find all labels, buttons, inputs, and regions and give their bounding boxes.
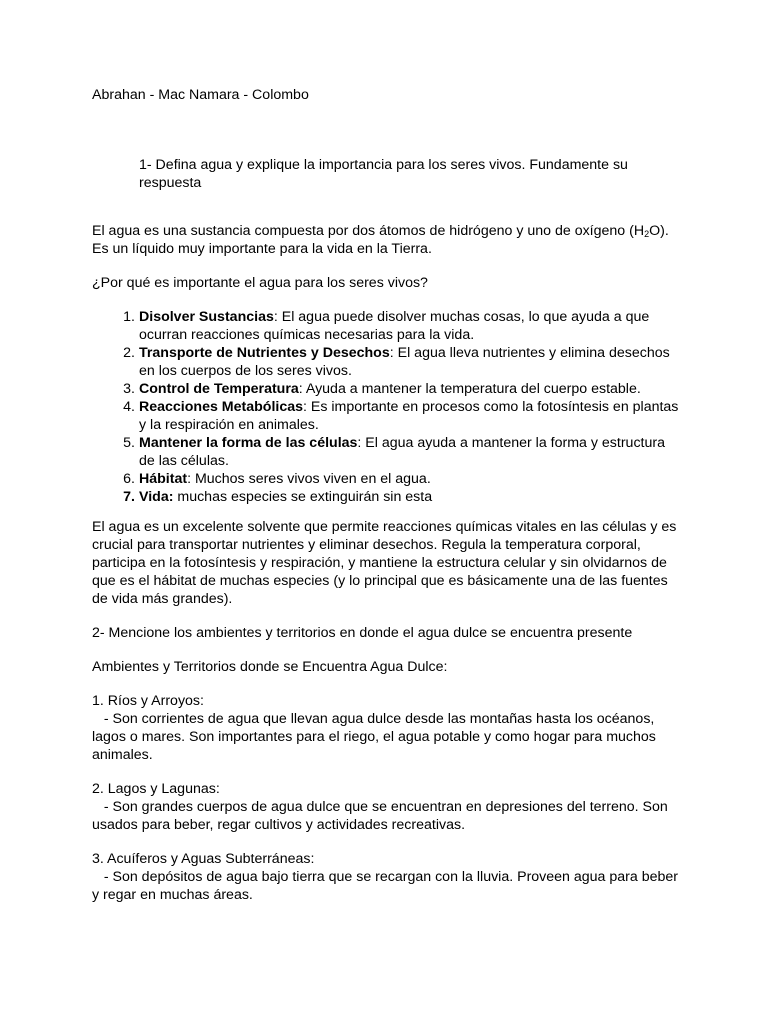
environment-description: - Son corrientes de agua que llevan agua dulce desde las montañas hasta los océanos, lagos o mares. Son importantes para el riego, el agua potable y como hogar para muchos animales. bbox=[92, 711, 660, 763]
list-number: 6. bbox=[123, 471, 135, 487]
question-1: 1- Defina agua y explique la importancia para los seres vivos. Fundamente su respuesta bbox=[139, 157, 628, 191]
environment-description: - Son grandes cuerpos de agua dulce que se encuentran en depresiones del terreno. Son usados para beber, regar cultivos y actividades recreativas. bbox=[92, 799, 672, 833]
list-item-title: Hábitat bbox=[139, 471, 188, 487]
benefits-list bbox=[92, 308, 682, 506]
list-number: 4. bbox=[123, 399, 135, 415]
list-item-title: Disolver Sustancias bbox=[139, 309, 274, 325]
list-number: 1. bbox=[123, 309, 135, 325]
list-number: 2. bbox=[123, 345, 135, 361]
list-item-text: : El agua lleva nutrientes y elimina desechos en los cuerpos de los seres vivos. bbox=[139, 345, 670, 379]
list-item bbox=[123, 434, 682, 470]
list-item-title: Transporte de Nutrientes y Desechos bbox=[139, 345, 390, 361]
list-number: 3. bbox=[123, 381, 135, 397]
list-item bbox=[123, 344, 682, 380]
environment-title: 3. Acuíferos y Aguas Subterráneas: bbox=[92, 851, 315, 867]
environment-title: 1. Ríos y Arroyos: bbox=[92, 693, 204, 709]
list-number: 7. bbox=[123, 489, 135, 505]
question-2: 2- Mencione los ambientes y territorios en donde el agua dulce se encuentra presente bbox=[92, 625, 633, 641]
list-item-text: : Ayuda a mantener la temperatura del cuerpo estable. bbox=[298, 381, 641, 397]
environment-lakes bbox=[92, 780, 682, 834]
environment-aquifers bbox=[92, 850, 682, 904]
list-item bbox=[123, 488, 682, 506]
list-item-title: Mantener la forma de las células bbox=[139, 435, 358, 451]
water-definition bbox=[92, 222, 682, 258]
list-item bbox=[123, 380, 682, 398]
list-item bbox=[123, 308, 682, 344]
list-item bbox=[123, 398, 682, 434]
summary-paragraph: El agua es un excelente solvente que permite reacciones químicas vitales en las células y es crucial para transportar nutrientes y eliminar desechos. Regula la temperatura corporal, participa en la fotosíntesis y respiración, y mantiene la estructura celular y sin olvidarnos de que es el hábitat de muchas especies (y lo principal que es básicamente una de las fuentes de vida más grandes). bbox=[92, 519, 677, 607]
list-item-text: muchas especies se extinguirán sin esta bbox=[173, 489, 433, 505]
list-number: 5. bbox=[123, 435, 135, 451]
list-item-title: Reacciones Metabólicas bbox=[139, 399, 304, 415]
list-item bbox=[123, 470, 682, 488]
list-item-title: Vida: bbox=[139, 489, 174, 505]
formula-subscript: 2 bbox=[644, 229, 650, 239]
definition-text-end: O). Es un líquido muy importante para la vida en la Tierra. bbox=[92, 223, 669, 257]
why-question: ¿Por qué es importante el agua para los seres vivos? bbox=[92, 275, 428, 291]
definition-text-start: El agua es una sustancia compuesta por dos átomos de hidrógeno y uno de oxígeno (H bbox=[92, 223, 645, 239]
environment-rivers bbox=[92, 692, 682, 764]
environment-description: - Son depósitos de agua bajo tierra que se recargan con la lluvia. Proveen agua para beber y regar en muchas áreas. bbox=[92, 869, 682, 903]
list-item-text: : El agua ayuda a mantener la forma y estructura de las células. bbox=[139, 435, 665, 469]
environments-heading: Ambientes y Territorios donde se Encuentra Agua Dulce: bbox=[92, 659, 448, 675]
list-item-text: : Muchos seres vivos viven en el agua. bbox=[187, 471, 431, 487]
author-line: Abrahan - Mac Namara - Colombo bbox=[92, 87, 309, 103]
environment-title: 2. Lagos y Lagunas: bbox=[92, 781, 220, 797]
list-item-title: Control de Temperatura bbox=[139, 381, 299, 397]
list-item-text: : Es importante en procesos como la fotosíntesis en plantas y la respiración en animales. bbox=[139, 399, 679, 433]
list-item-text: : El agua puede disolver muchas cosas, lo que ayuda a que ocurran reacciones químicas necesarias para la vida. bbox=[139, 309, 650, 343]
document-page bbox=[92, 86, 682, 920]
